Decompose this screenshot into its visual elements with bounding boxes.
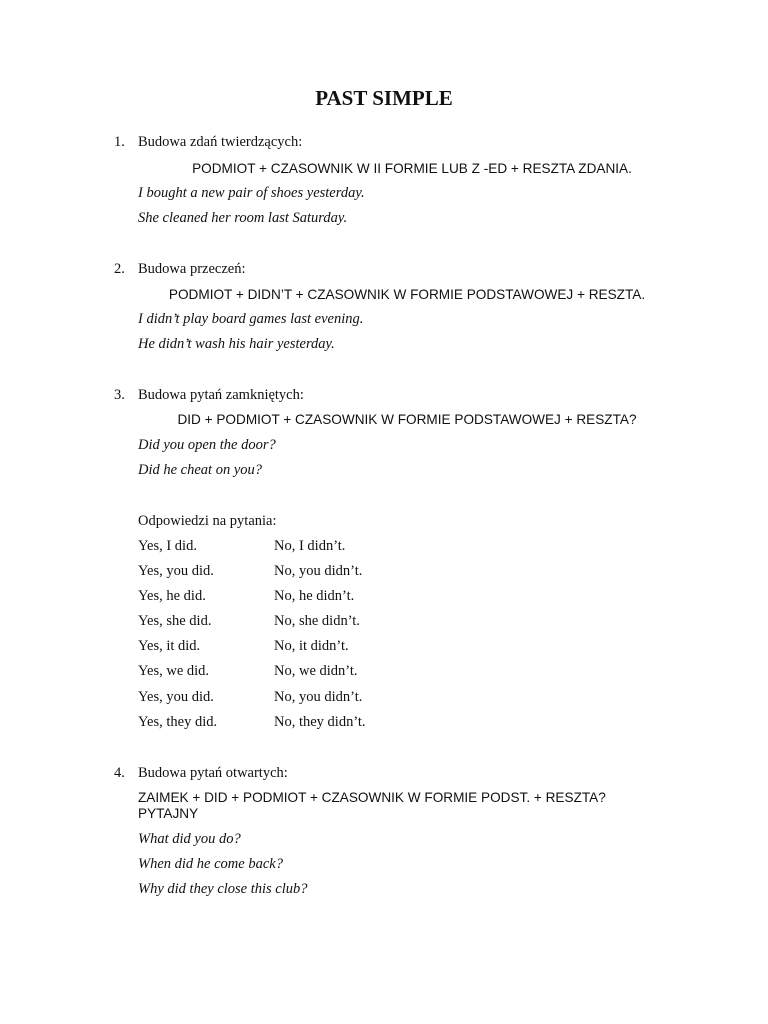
answer-no: No, he didn’t. [274, 588, 355, 604]
section-4-formula: ZAIMEK + DID + PODMIOT + CZASOWNIK W FORMIE PODST. + RESZTA? [138, 790, 606, 805]
answer-no: No, she didn’t. [274, 613, 360, 629]
answer-yes: Yes, it did. [138, 638, 201, 654]
answers-heading: Odpowiedzi na pytania: [138, 513, 277, 529]
section-3-example-1: Did you open the door? [138, 437, 276, 453]
section-4-number: 4. [114, 765, 125, 781]
section-4-heading: Budowa pytań otwartych: [138, 765, 288, 781]
section-4-formula-line2: PYTAJNY [138, 806, 199, 821]
page-title: PAST SIMPLE [315, 86, 453, 110]
section-3-example-2: Did he cheat on you? [138, 462, 263, 478]
answer-no: No, we didn’t. [274, 663, 358, 679]
section-2-example-1: I didn’t play board games last evening. [138, 311, 364, 327]
answer-yes: Yes, we did. [138, 663, 210, 679]
section-2-heading: Budowa przeczeń: [138, 261, 246, 277]
answer-yes: Yes, she did. [138, 613, 212, 629]
answer-no: No, it didn’t. [274, 638, 349, 654]
section-1-example-2: She cleaned her room last Saturday. [138, 210, 348, 226]
answer-no: No, you didn’t. [274, 563, 363, 579]
section-4-example-3: Why did they close this club? [138, 881, 308, 897]
section-1-heading: Budowa zdań twierdzących: [138, 134, 303, 150]
section-1-number: 1. [114, 134, 125, 150]
answer-no: No, you didn’t. [274, 689, 363, 705]
answer-yes: Yes, they did. [138, 714, 218, 730]
section-3-number: 3. [114, 387, 125, 403]
answer-yes: Yes, you did. [138, 563, 214, 579]
answer-no: No, they didn’t. [274, 714, 366, 730]
section-2-number: 2. [114, 261, 125, 277]
section-3-heading: Budowa pytań zamkniętych: [138, 387, 304, 403]
answer-yes: Yes, you did. [138, 689, 214, 705]
section-4-example-2: When did he come back? [138, 856, 283, 872]
section-1-example-1: I bought a new pair of shoes yesterday. [138, 185, 365, 201]
answer-no: No, I didn’t. [274, 538, 346, 554]
section-1-formula: PODMIOT + CZASOWNIK W II FORMIE LUB Z -ED + RESZTA ZDANIA. [192, 161, 632, 176]
section-2-example-2: He didn’t wash his hair yesterday. [138, 336, 335, 352]
answer-yes: Yes, he did. [138, 588, 206, 604]
section-2-formula: PODMIOT + DIDN’T + CZASOWNIK W FORMIE PODSTAWOWEJ + RESZTA. [168, 287, 646, 302]
answer-yes: Yes, I did. [138, 538, 197, 554]
section-4-example-1: What did you do? [138, 831, 241, 847]
section-3-formula: DID + PODMIOT + CZASOWNIK W FORMIE PODSTAWOWEJ + RESZTA? [177, 412, 637, 427]
